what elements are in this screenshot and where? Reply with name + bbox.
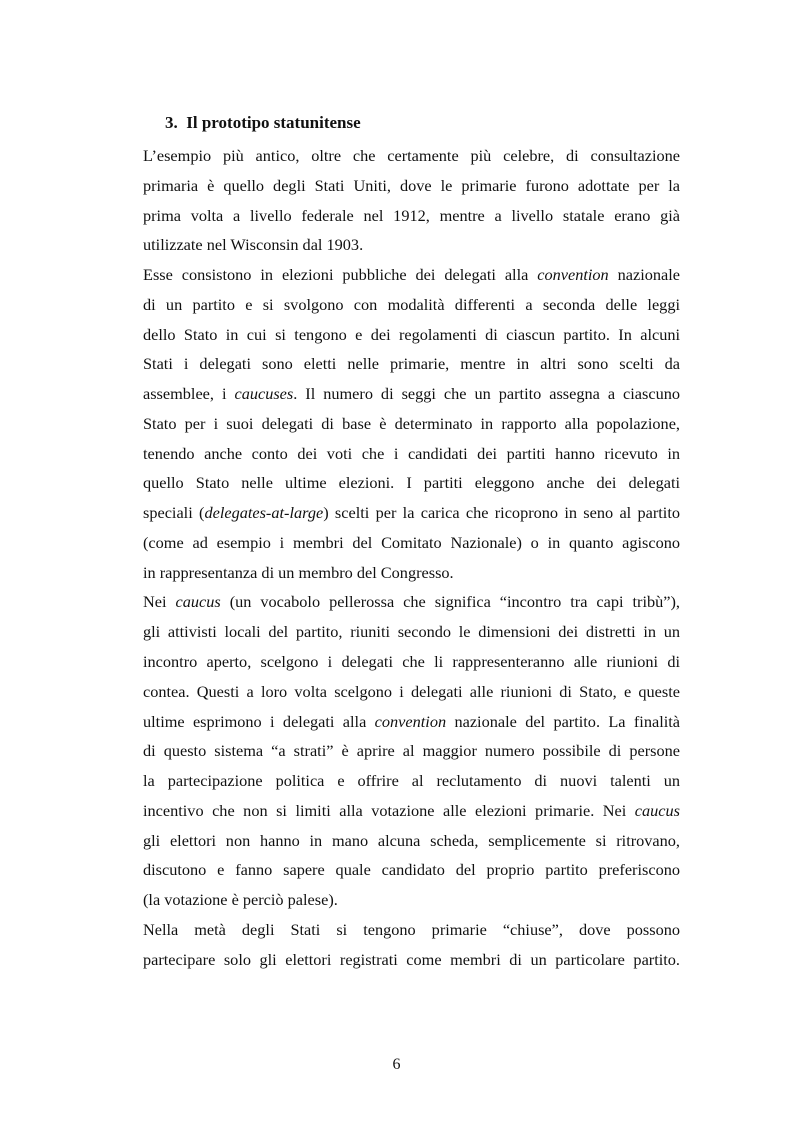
text-line [143,468,680,498]
text-line [143,379,680,409]
section-heading: 3. Il prototipo statunitense [165,113,361,132]
text-run: ) scelti per la carica che ricoprono in seno al partito [323,503,680,523]
text-run: utilizzate nel Wisconsin dal 1903. [143,235,364,255]
text-line [143,826,680,856]
text-line [143,885,680,915]
text-run: speciali ( [143,503,205,523]
text-run: L’esempio più antico, oltre che certamente più celebre, di consultazione [143,146,680,165]
text-line [143,349,680,379]
text-run: contea. Questi a loro volta scelgono i delegati alle riunioni di Stato, e queste [143,681,680,701]
italic-text: convention [537,265,609,285]
text-line [143,498,680,528]
text-run: gli elettori non hanno in mano alcuna scheda, semplicemente si ritrovano, [143,830,680,850]
text-line [143,528,680,558]
text-line [143,141,680,171]
text-run: la partecipazione politica e offrire al reclutamento di nuovi talenti un [143,771,680,791]
text-run: (un vocabolo pellerossa che significa “incontro tra capi tribù”), [220,592,681,612]
text-run: di questo sistema “a strati” è aprire al maggior numero possibile di persone [143,741,680,761]
text-run: nazionale del partito. La finalità [446,711,680,731]
text-line [143,766,680,796]
text-line [143,587,680,617]
page-number: 6 [392,1056,401,1073]
body-text [143,141,680,974]
text-run: nazionale [608,265,680,285]
text-line [143,796,680,826]
text-run: Stati i delegati sono eletti nelle primarie, mentre in altri sono scelti da [143,354,680,374]
italic-text: caucuses [234,384,294,404]
text-line [143,201,680,231]
text-run: partecipare solo gli elettori registrati come membri di un particolare partito. [143,949,680,969]
text-run: in rappresentanza di un membro del Congresso. [143,562,454,582]
text-line [143,647,680,677]
text-run: Esse consistono in elezioni pubbliche dei delegati alla [143,265,538,285]
text-run: quello Stato nelle ultime elezioni. I partiti eleggono anche dei delegati [143,473,680,493]
text-line [143,855,680,885]
text-run: Nei [143,592,176,612]
text-run: incentivo che non si limiti alla votazione alle elezioni primarie. Nei [143,800,635,820]
text-line [143,409,680,439]
italic-text: delegates-at-large [204,503,324,523]
italic-text: caucus [175,592,221,612]
text-run: di un partito e si svolgono con modalità differenti a seconda delle leggi [143,294,680,314]
text-line [143,915,680,945]
italic-text: convention [374,711,447,731]
text-line [143,707,680,737]
text-line [143,230,680,260]
text-line [143,617,680,647]
text-line [143,171,680,201]
text-run: tenendo anche conto dei voti che i candidati dei partiti hanno ricevuto in [143,443,680,463]
text-run: discutono e fanno sapere quale candidato del proprio partito preferiscono [143,860,680,880]
text-run: Stato per i suoi delegati di base è determinato in rapporto alla popolazione, [143,413,680,433]
text-line [143,945,680,975]
text-line [143,260,680,290]
text-line [143,736,680,766]
text-run: . Il numero di seggi che un partito assegna a ciascuno [293,384,681,404]
text-run: incontro aperto, scelgono i delegati che li rappresenteranno alle riunioni di [143,652,680,672]
italic-text: caucus [634,800,680,820]
text-line [143,320,680,350]
text-run: primaria è quello degli Stati Uniti, dove le primarie furono adottate per la [143,175,680,195]
text-line [143,439,680,469]
text-run: gli attivisti locali del partito, riuniti secondo le dimensioni dei distretti in un [143,622,680,642]
text-run: Nella metà degli Stati si tengono primarie “chiuse”, dove possono [143,919,680,939]
text-run: prima volta a livello federale nel 1912, mentre a livello statale erano già [143,205,680,225]
text-run: (la votazione è perciò palese). [143,890,338,910]
text-line [143,558,680,588]
text-line [143,677,680,707]
text-run: dello Stato in cui si tengono e dei regolamenti di ciascun partito. In alcuni [143,324,680,344]
text-run: ultime esprimono i delegati alla [143,711,375,731]
text-line [143,290,680,320]
text-run: assemblee, i [143,384,235,404]
text-run: (come ad esempio i membri del Comitato Nazionale) o in quanto agiscono [143,532,680,552]
